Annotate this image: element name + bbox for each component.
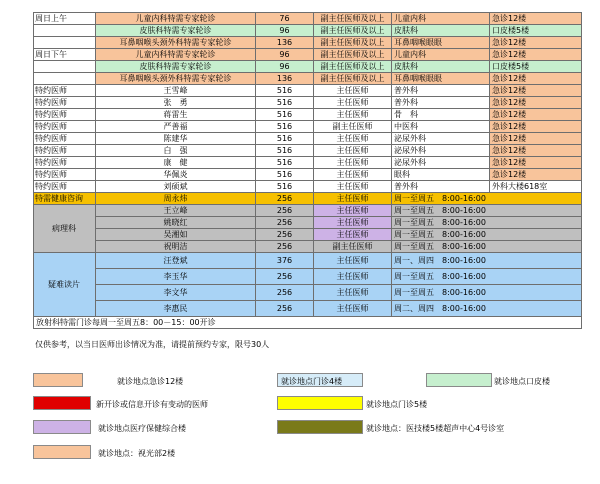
table-row [34,109,582,121]
location-cell: 急诊12楼 [490,157,582,169]
doctor-cell: 李文华 [96,285,256,301]
fee-cell: 96 [256,49,314,61]
doctor-cell: 康 健 [96,157,256,169]
title-cell: 主任医师 [314,145,392,157]
title-cell: 主任医师 [314,181,392,193]
table-row [34,145,582,157]
fee-cell: 256 [256,193,314,205]
hours-cell: 周一至周五 8:00-16:00 [392,205,582,217]
doctor-cell: 华佩炎 [96,169,256,181]
hours-cell: 周一至周五 8:00-16:00 [392,269,582,285]
doctor-cell: 祝明洁 [96,241,256,253]
legend-label: 就诊地点门诊5楼 [366,400,428,409]
location-cell: 急诊12楼 [490,37,582,49]
doctor-cell: 王立峰 [96,205,256,217]
session-cell: 特约医师 [34,109,96,121]
clinic-cell: 皮肤科特需专家轮诊 [96,61,256,73]
fee-cell: 136 [256,37,314,49]
doctor-cell: 李玉华 [96,269,256,285]
doctor-cell: 王雪峰 [96,85,256,97]
table-row [34,169,582,181]
table-row [34,285,582,301]
dept-cell: 中医科 [392,121,490,133]
dept-cell: 骨 科 [392,109,490,121]
title-cell: 副主任医师及以上 [314,25,392,37]
table-row [34,13,582,25]
clinic-cell: 耳鼻咽喉头颈外科特需专家轮诊 [96,37,256,49]
legend-swatch [33,445,91,459]
title-cell: 副主任医师及以上 [314,49,392,61]
session-cell [34,25,96,37]
radiology-hours-note: 放射科特需门诊每周一至周五8：00－15：00开诊 [34,317,582,329]
session-cell: 特约医师 [34,133,96,145]
dept-cell: 普外科 [392,181,490,193]
hours-cell: 周一、周四 8:00-16:00 [392,253,582,269]
title-cell: 主任医师 [314,269,392,285]
legend-swatch [277,420,363,434]
table-row [34,37,582,49]
dept-cell: 皮肤科 [392,61,490,73]
hours-cell: 周一至周五 8:00-16:00 [392,193,582,205]
hours-cell: 周一至周五 8:00-16:00 [392,241,582,253]
fee-cell: 516 [256,145,314,157]
fee-cell: 516 [256,157,314,169]
table-row [34,157,582,169]
clinic-cell: 皮肤科特需专家轮诊 [96,25,256,37]
table-row [34,205,582,217]
title-cell: 主任医师 [314,301,392,317]
table-row [34,241,582,253]
location-cell: 急诊12楼 [490,13,582,25]
schedule-table [33,12,582,329]
session-cell: 特约医师 [34,157,96,169]
session-cell: 特约医师 [34,85,96,97]
title-cell: 副主任医师及以上 [314,13,392,25]
clinic-cell: 儿童内科特需专家轮诊 [96,13,256,25]
doctor-cell: 张 勇 [96,97,256,109]
location-cell: 急诊12楼 [490,169,582,181]
fee-cell: 76 [256,13,314,25]
title-cell: 副主任医师 [314,121,392,133]
location-cell: 口皮楼5楼 [490,25,582,37]
location-cell: 急诊12楼 [490,85,582,97]
table-row [34,133,582,145]
legend-label: 就诊地点：视光部2楼 [98,449,176,458]
legend-label: 就诊地点门诊4楼 [281,377,343,386]
location-cell: 急诊12楼 [490,109,582,121]
table-row [34,25,582,37]
legend-label: 新开诊或信息开诊有变动的医师 [96,400,208,409]
fee-cell: 516 [256,169,314,181]
session-cell: 周日下午 [34,49,96,61]
title-cell: 主任医师 [314,285,392,301]
legend-label: 就诊地点口皮楼 [494,377,550,386]
location-cell: 急诊12楼 [490,133,582,145]
session-cell: 特需健康咨询 [34,193,96,205]
title-cell: 副主任医师及以上 [314,61,392,73]
fee-cell: 376 [256,253,314,269]
legend-label: 就诊地点：医技楼5楼超声中心4号诊室 [366,424,505,433]
table-row [34,85,582,97]
fee-cell: 516 [256,121,314,133]
legend-swatch [426,373,492,387]
fee-cell: 516 [256,109,314,121]
doctor-cell: 白 强 [96,145,256,157]
title-cell: 主任医师 [314,85,392,97]
table-row [34,317,582,329]
table-row [34,217,582,229]
clinic-cell: 耳鼻咽喉头颈外科特需专家轮诊 [96,73,256,85]
disclaimer-note: 仅供参考，以当日医师出诊情况为准，请提前预约专家，限号30人 [35,340,270,349]
title-cell: 主任医师 [314,109,392,121]
title-cell: 主任医师 [314,229,392,241]
location-cell: 急诊12楼 [490,97,582,109]
title-cell: 主任医师 [314,193,392,205]
fee-cell: 256 [256,285,314,301]
doctor-cell: 刘硕斌 [96,181,256,193]
table-row [34,193,582,205]
fee-cell: 256 [256,205,314,217]
doctor-cell: 陈建华 [96,133,256,145]
session-cell: 特约医师 [34,121,96,133]
session-cell [34,73,96,85]
dept-cell: 泌尿外科 [392,133,490,145]
legend-swatch [33,420,91,434]
title-cell: 副主任医师及以上 [314,37,392,49]
title-cell: 副主任医师 [314,241,392,253]
hours-cell: 周二、周四 8:00-16:00 [392,301,582,317]
fee-cell: 256 [256,229,314,241]
fee-cell: 96 [256,25,314,37]
dept-cell: 儿童内科 [392,49,490,61]
location-cell: 口皮楼5楼 [490,61,582,73]
dept-group-cell: 疑难读片 [34,253,96,317]
doctor-cell: 吴湘如 [96,229,256,241]
doctor-cell: 李惠民 [96,301,256,317]
doctor-cell: 周永炜 [96,193,256,205]
table-row [34,181,582,193]
dept-cell: 儿童内科 [392,13,490,25]
hours-cell: 周一至周五 8:00-16:00 [392,285,582,301]
fee-cell: 516 [256,181,314,193]
session-cell: 特约医师 [34,97,96,109]
title-cell: 主任医师 [314,133,392,145]
fee-cell: 516 [256,85,314,97]
location-cell: 外科大楼618室 [490,181,582,193]
legend-swatch [277,396,363,410]
location-cell: 急诊12楼 [490,73,582,85]
table-row [34,61,582,73]
table-row [34,269,582,285]
table-row [34,253,582,269]
legend-swatch [33,396,91,410]
dept-cell: 眼科 [392,169,490,181]
table-row [34,49,582,61]
dept-cell: 普外科 [392,97,490,109]
dept-cell: 耳鼻咽喉眼眼 [392,73,490,85]
title-cell: 主任医师 [314,205,392,217]
table-row [34,73,582,85]
table-row [34,301,582,317]
doctor-cell: 蒋雷生 [96,109,256,121]
session-cell: 周日上午 [34,13,96,25]
fee-cell: 516 [256,133,314,145]
title-cell: 主任医师 [314,217,392,229]
dept-cell: 泌尿外科 [392,157,490,169]
session-cell: 特约医师 [34,145,96,157]
session-cell [34,37,96,49]
fee-cell: 256 [256,241,314,253]
doctor-cell: 汪登斌 [96,253,256,269]
fee-cell: 256 [256,301,314,317]
location-cell: 急诊12楼 [490,121,582,133]
hours-cell: 周一至周五 8:00-16:00 [392,217,582,229]
session-cell: 特约医师 [34,169,96,181]
dept-cell: 普外科 [392,85,490,97]
title-cell: 主任医师 [314,97,392,109]
fee-cell: 256 [256,217,314,229]
table-row [34,121,582,133]
dept-cell: 泌尿外科 [392,145,490,157]
title-cell: 副主任医师及以上 [314,73,392,85]
title-cell: 主任医师 [314,253,392,269]
hours-cell: 周一至周五 8:00-16:00 [392,229,582,241]
fee-cell: 516 [256,97,314,109]
legend-label: 就诊地点急诊12楼 [117,377,184,386]
legend-label: 就诊地点医疗保健综合楼 [98,424,186,433]
dept-cell: 耳鼻咽喉眼眼 [392,37,490,49]
dept-cell: 皮肤科 [392,25,490,37]
dept-group-cell: 病理科 [34,205,96,253]
session-cell [34,61,96,73]
title-cell: 主任医师 [314,169,392,181]
fee-cell: 136 [256,73,314,85]
table-row [34,229,582,241]
location-cell: 急诊12楼 [490,145,582,157]
fee-cell: 96 [256,61,314,73]
table-row [34,97,582,109]
doctor-cell: 姚晓红 [96,217,256,229]
fee-cell: 256 [256,269,314,285]
legend-swatch [33,373,83,387]
clinic-cell: 儿童内科特需专家轮诊 [96,49,256,61]
session-cell: 特约医师 [34,181,96,193]
location-cell: 急诊12楼 [490,49,582,61]
doctor-cell: 严善福 [96,121,256,133]
title-cell: 主任医师 [314,157,392,169]
